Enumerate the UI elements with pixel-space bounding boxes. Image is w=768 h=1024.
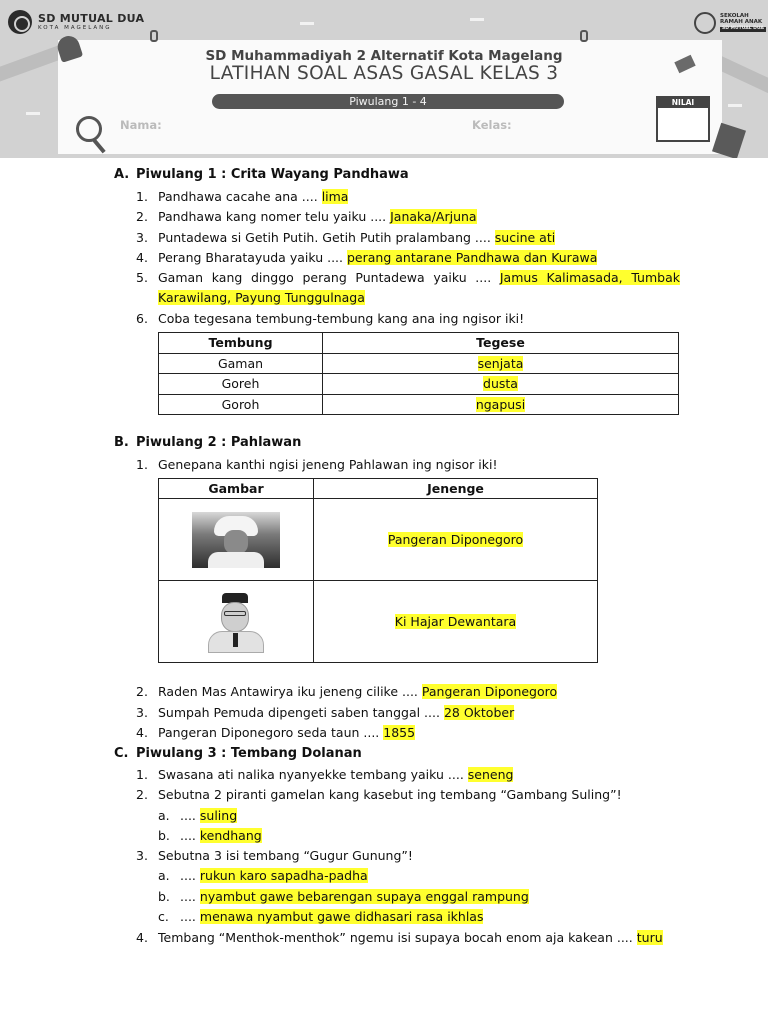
question-text: Pandhawa cacahe ana .... — [158, 189, 318, 204]
question-number: 3. — [136, 848, 148, 863]
answer-highlight: senjata — [477, 355, 524, 371]
logo-right-line3: SD MUTUAL DUA — [722, 25, 764, 31]
question-number: 1. — [136, 189, 148, 204]
question-number: 1. — [136, 457, 148, 472]
answer-highlight: lima — [321, 189, 349, 204]
school-logo — [8, 10, 559, 34]
tembung-table — [158, 332, 679, 415]
sub-letter: b. — [158, 889, 170, 904]
question-c1 — [136, 765, 680, 785]
ki-hajar-dewantara-portrait — [200, 591, 272, 653]
question-text: Sumpah Pemuda dipengeti saben tanggal .... — [158, 705, 440, 720]
logo-city: KOTA MAGELANG — [38, 24, 112, 31]
question-text: Coba tegesana tembung-tembung kang ana ing ngisor iki! — [158, 311, 525, 326]
question-number: 2. — [136, 209, 148, 224]
table-row — [159, 581, 598, 663]
table-row — [159, 353, 679, 374]
hero-photo-cell — [159, 499, 314, 581]
sub-answer — [158, 907, 483, 927]
answer-highlight: menawa nyambut gawe didhasari rasa ikhlas — [199, 909, 484, 924]
section-title: Piwulang 1 : Crita Wayang Pandhawa — [136, 167, 409, 182]
section-a-heading — [114, 167, 409, 182]
question-text: Sebutna 2 piranti gamelan kang kasebut ing tembang “Gambang Suling”! — [158, 787, 622, 802]
question-text: Perang Bharatayuda yaiku .... — [158, 250, 343, 265]
school-name: SD Muhammadiyah 2 Alternatif Kota Magelang — [205, 48, 563, 64]
answer-highlight: Janaka/Arjuna — [390, 209, 477, 224]
answer-highlight: rukun karo sapadha-padha — [199, 868, 368, 883]
question-text: Gaman kang dinggo perang Puntadewa yaiku .... — [158, 270, 492, 285]
logo-school-name: SD MUTUAL DUA — [38, 11, 145, 25]
question-number: 4. — [136, 930, 148, 945]
table-cell: Goreh — [159, 374, 323, 395]
table-row — [159, 499, 598, 581]
question-number: 2. — [136, 787, 148, 802]
dots: .... — [180, 909, 196, 924]
table-row — [159, 374, 679, 395]
question-a1 — [136, 187, 680, 207]
section-c-heading — [114, 746, 362, 761]
sub-answer — [158, 866, 368, 886]
answer-highlight: dusta — [483, 376, 518, 392]
question-text: Genepana kanthi ngisi jeneng Pahlawan ing ngisor iki! — [158, 457, 498, 472]
road-dash — [26, 112, 40, 115]
face-shape — [224, 530, 248, 554]
column-header: Tembung — [159, 333, 323, 354]
robe-shape — [208, 552, 264, 568]
ramah-anak-icon — [694, 12, 716, 34]
sub-answer — [158, 887, 529, 907]
question-text: Puntadewa si Getih Putih. Getih Putih pralambang .... — [158, 230, 491, 245]
answer-highlight: nyambut gawe bebarengan supaya enggal rampung — [199, 889, 529, 904]
hero-photo-cell — [159, 581, 314, 663]
sub-letter: c. — [158, 909, 169, 924]
logo-right-line1: SEKOLAH — [720, 13, 749, 20]
section-title: Piwulang 2 : Pahlawan — [136, 435, 302, 450]
question-number: 3. — [136, 230, 148, 245]
dots: .... — [180, 808, 196, 823]
answer-highlight: ngapusi — [475, 396, 526, 412]
question-a5 — [136, 268, 680, 308]
question-number: 3. — [136, 705, 148, 720]
question-text: Tembang “Menthok-menthok” ngemu isi supaya bocah enom aja kakean .... — [158, 930, 633, 945]
paperclip-icon — [580, 30, 588, 42]
nilai-box — [656, 96, 710, 142]
sub-answer — [158, 806, 237, 826]
logo-right-line2: RAMAH ANAK — [720, 19, 763, 26]
question-b1 — [136, 455, 680, 475]
face-shape — [221, 602, 249, 632]
question-text: Swasana ati nalika nyanyekke tembang yaiku .... — [158, 767, 464, 782]
question-a3 — [136, 228, 680, 248]
table-cell: Gaman — [159, 353, 323, 374]
answer-highlight: kendhang — [199, 828, 262, 843]
table-row — [159, 394, 679, 415]
table-cell: Goroh — [159, 394, 323, 415]
table-header-row — [159, 333, 679, 354]
section-letter: C. — [114, 746, 129, 761]
sub-letter: a. — [158, 868, 170, 883]
answer-highlight: 28 Oktober — [443, 705, 515, 720]
header-banner — [0, 0, 768, 158]
column-header: Tegese — [323, 333, 679, 354]
sub-answer — [158, 826, 262, 846]
glasses-shape — [224, 611, 246, 616]
question-b3 — [136, 703, 680, 723]
question-a6 — [136, 309, 680, 329]
column-header: Jenenge — [314, 479, 598, 499]
tie-shape — [233, 633, 238, 647]
sub-letter: b. — [158, 828, 170, 843]
question-text: Raden Mas Antawirya iku jeneng cilike .... — [158, 684, 418, 699]
dots: .... — [180, 868, 196, 883]
table-header-row — [159, 479, 598, 499]
question-number: 4. — [136, 250, 148, 265]
section-letter: B. — [114, 435, 129, 450]
answer-highlight: Pangeran Diponegoro — [387, 532, 524, 547]
nilai-label: NILAI — [658, 98, 708, 108]
question-c4 — [136, 928, 680, 948]
question-text: Pandhawa kang nomer telu yaiku .... — [158, 209, 387, 224]
question-b2 — [136, 682, 680, 702]
question-a4 — [136, 248, 680, 268]
table-cell-answer — [323, 374, 679, 395]
kelas-label: Kelas: — [472, 118, 512, 132]
pahlawan-table — [158, 478, 598, 663]
question-number: 1. — [136, 767, 148, 782]
answer-highlight: Pangeran Diponegoro — [421, 684, 558, 699]
answer-highlight: 1855 — [383, 725, 416, 740]
question-c3 — [136, 846, 680, 866]
dots: .... — [180, 889, 196, 904]
exam-title: LATIHAN SOAL ASAS GASAL KELAS 3 — [209, 63, 559, 84]
answer-highlight: seneng — [467, 767, 514, 782]
question-b4 — [136, 723, 680, 743]
piwulang-range: Piwulang 1 - 4 — [212, 94, 564, 109]
question-text: Sebutna 3 isi tembang “Gugur Gunung”! — [158, 848, 413, 863]
school-logo-icon — [8, 10, 32, 34]
road-dash — [728, 104, 742, 107]
column-header: Gambar — [159, 479, 314, 499]
section-letter: A. — [114, 167, 130, 182]
answer-highlight: turu — [636, 930, 663, 945]
table-cell-answer — [323, 394, 679, 415]
question-number: 2. — [136, 684, 148, 699]
answer-highlight: Ki Hajar Dewantara — [394, 614, 517, 629]
table-cell-answer — [314, 499, 598, 581]
question-number: 4. — [136, 725, 148, 740]
question-a2 — [136, 207, 680, 227]
question-c2 — [136, 785, 680, 805]
answer-highlight: Jamus Kalimasada, Tumbak Karawilang, Payung Tunggulnaga — [158, 270, 680, 305]
question-text: Pangeran Diponegoro seda taun .... — [158, 725, 380, 740]
dots: .... — [180, 828, 196, 843]
question-number: 5. — [136, 270, 148, 285]
diponegoro-portrait — [192, 512, 280, 568]
answer-highlight: suling — [199, 808, 238, 823]
section-title: Piwulang 3 : Tembang Dolanan — [136, 746, 362, 761]
table-cell-answer — [314, 581, 598, 663]
answer-highlight: perang antarane Pandhawa dan Kurawa — [346, 250, 598, 265]
sub-letter: a. — [158, 808, 170, 823]
question-number: 6. — [136, 311, 148, 326]
nama-label: Nama: — [120, 118, 162, 132]
section-b-heading — [114, 435, 301, 450]
magnifier-icon — [76, 116, 102, 142]
answer-highlight: sucine ati — [494, 230, 556, 245]
ramah-anak-logo — [694, 12, 766, 34]
table-cell-answer — [323, 353, 679, 374]
